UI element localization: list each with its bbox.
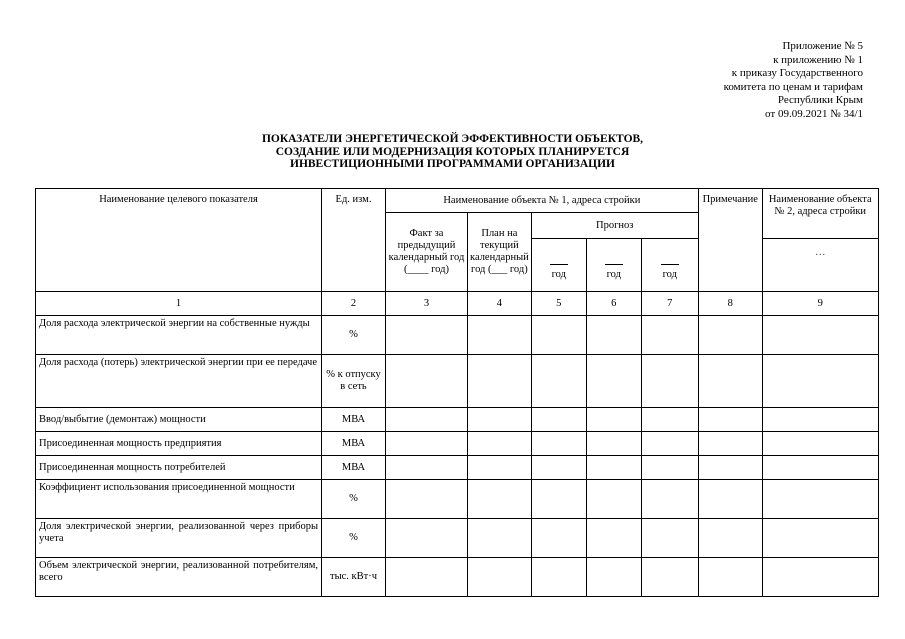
title-line: ПОКАЗАТЕЛИ ЭНЕРГЕТИЧЕСКОЙ ЭФФЕКТИВНОСТИ ОБЪЕКТОВ,: [261, 133, 644, 145]
header-object-2-ellipsis: …: [762, 239, 878, 292]
value-cell: [468, 355, 532, 408]
indicator-unit: % к отпуску в сеть: [322, 355, 386, 408]
indicator-name: Доля расхода (потерь) электрической энергии при ее передаче: [36, 355, 322, 408]
value-cell: [531, 456, 586, 480]
value-cell: [468, 519, 532, 558]
indicator-name: Объем электрической энергии, реализованной потребителям, всего: [36, 558, 322, 597]
column-number: 3: [386, 292, 468, 316]
header-object-2: Наименование объекта № 2, адреса стройки: [762, 189, 878, 239]
value-cell: [468, 432, 532, 456]
header-plan-current-year: План на текущий календарный год (___ год): [468, 213, 532, 292]
indicator-unit: %: [322, 480, 386, 519]
value-cell: [531, 432, 586, 456]
year-blank-line: [550, 256, 568, 265]
title-line: СОЗДАНИЕ ИЛИ МОДЕРНИЗАЦИЯ КОТОРЫХ ПЛАНИРУЕТСЯ: [275, 145, 630, 158]
value-cell: [468, 316, 532, 355]
value-cell: [386, 519, 468, 558]
value-cell: [531, 519, 586, 558]
indicator-unit: %: [322, 519, 386, 558]
indicator-name: Присоединенная мощность потребителей: [36, 456, 322, 480]
value-cell: [641, 355, 698, 408]
year-label: год: [606, 269, 621, 280]
value-cell: [698, 408, 762, 432]
value-cell: [762, 519, 878, 558]
appendix-line: к приложению № 1: [773, 53, 863, 66]
table-row: [36, 316, 879, 355]
indicator-name: Присоединенная мощность предприятия: [36, 432, 322, 456]
year-label: год: [551, 269, 566, 280]
year-blank-line: [605, 256, 623, 265]
table-row: [36, 519, 879, 558]
header-forecast-year-3: [641, 239, 698, 292]
value-cell: [641, 456, 698, 480]
header-indicator-name: Наименование целевого показателя: [36, 189, 322, 292]
table-row: [36, 558, 879, 597]
appendix-line: Республики Крым: [777, 94, 863, 107]
value-cell: [586, 456, 641, 480]
value-cell: [468, 558, 532, 597]
column-number: 8: [698, 292, 762, 316]
indicators-table: [35, 188, 879, 597]
indicator-name: Доля расхода электрической энергии на собственные нужды: [36, 316, 322, 355]
value-cell: [468, 408, 532, 432]
value-cell: [762, 558, 878, 597]
value-cell: [586, 355, 641, 408]
indicator-unit: МВА: [322, 456, 386, 480]
appendix-line: комитета по ценам и тарифам: [723, 80, 863, 93]
document-title: [0, 133, 905, 171]
column-number: 4: [468, 292, 532, 316]
value-cell: [762, 408, 878, 432]
header-forecast-year-2: [586, 239, 641, 292]
value-cell: [698, 316, 762, 355]
value-cell: [641, 316, 698, 355]
value-cell: [586, 408, 641, 432]
value-cell: [641, 480, 698, 519]
table-row: [36, 456, 879, 480]
indicator-unit: тыс. кВт·ч: [322, 558, 386, 597]
value-cell: [641, 519, 698, 558]
appendix-reference: [724, 40, 863, 122]
indicator-name: Доля электрической энергии, реализованной через приборы учета: [36, 519, 322, 558]
value-cell: [468, 480, 532, 519]
value-cell: [586, 519, 641, 558]
value-cell: [762, 456, 878, 480]
indicator-unit: %: [322, 316, 386, 355]
appendix-line: от 09.09.2021 № 34/1: [765, 107, 863, 120]
header-note: Примечание: [698, 189, 762, 292]
header-object-1: Наименование объекта № 1, адреса стройки: [386, 189, 699, 213]
value-cell: [586, 316, 641, 355]
appendix-line: Приложение № 5: [782, 40, 863, 52]
title-line: ИНВЕСТИЦИОННЫМИ ПРОГРАММАМИ ОРГАНИЗАЦИИ: [290, 158, 615, 170]
value-cell: [698, 480, 762, 519]
column-number: 2: [322, 292, 386, 316]
value-cell: [531, 480, 586, 519]
table-row: [36, 432, 879, 456]
value-cell: [531, 408, 586, 432]
header-forecast: Прогноз: [531, 213, 698, 239]
header-forecast-year-1: [531, 239, 586, 292]
value-cell: [641, 432, 698, 456]
value-cell: [386, 456, 468, 480]
value-cell: [468, 456, 532, 480]
value-cell: [698, 355, 762, 408]
year-blank-line: [661, 256, 679, 265]
indicator-name: Ввод/выбытие (демонтаж) мощности: [36, 408, 322, 432]
value-cell: [698, 456, 762, 480]
column-number-row: [36, 292, 879, 316]
column-number: 7: [641, 292, 698, 316]
column-number: 1: [36, 292, 322, 316]
value-cell: [698, 519, 762, 558]
value-cell: [586, 480, 641, 519]
value-cell: [531, 316, 586, 355]
indicator-unit: МВА: [322, 408, 386, 432]
value-cell: [762, 355, 878, 408]
value-cell: [386, 408, 468, 432]
value-cell: [586, 432, 641, 456]
header-fact-prev-year: Факт за предыдущий календарный год (____ год): [386, 213, 468, 292]
table-row: [36, 355, 879, 408]
value-cell: [762, 432, 878, 456]
header-unit: Ед. изм.: [322, 189, 386, 292]
year-label: год: [662, 269, 677, 280]
value-cell: [386, 355, 468, 408]
value-cell: [698, 432, 762, 456]
column-number: 5: [531, 292, 586, 316]
table-row: [36, 408, 879, 432]
appendix-line: к приказу Государственного: [731, 67, 863, 80]
value-cell: [641, 408, 698, 432]
column-number: 6: [586, 292, 641, 316]
value-cell: [762, 316, 878, 355]
value-cell: [386, 432, 468, 456]
value-cell: [586, 558, 641, 597]
value-cell: [386, 480, 468, 519]
table-row: [36, 480, 879, 519]
value-cell: [641, 558, 698, 597]
value-cell: [762, 480, 878, 519]
value-cell: [698, 558, 762, 597]
value-cell: [531, 355, 586, 408]
value-cell: [386, 558, 468, 597]
indicator-unit: МВА: [322, 432, 386, 456]
indicator-name: Коэффициент использования присоединенной мощности: [36, 480, 322, 519]
value-cell: [386, 316, 468, 355]
column-number: 9: [762, 292, 878, 316]
value-cell: [531, 558, 586, 597]
